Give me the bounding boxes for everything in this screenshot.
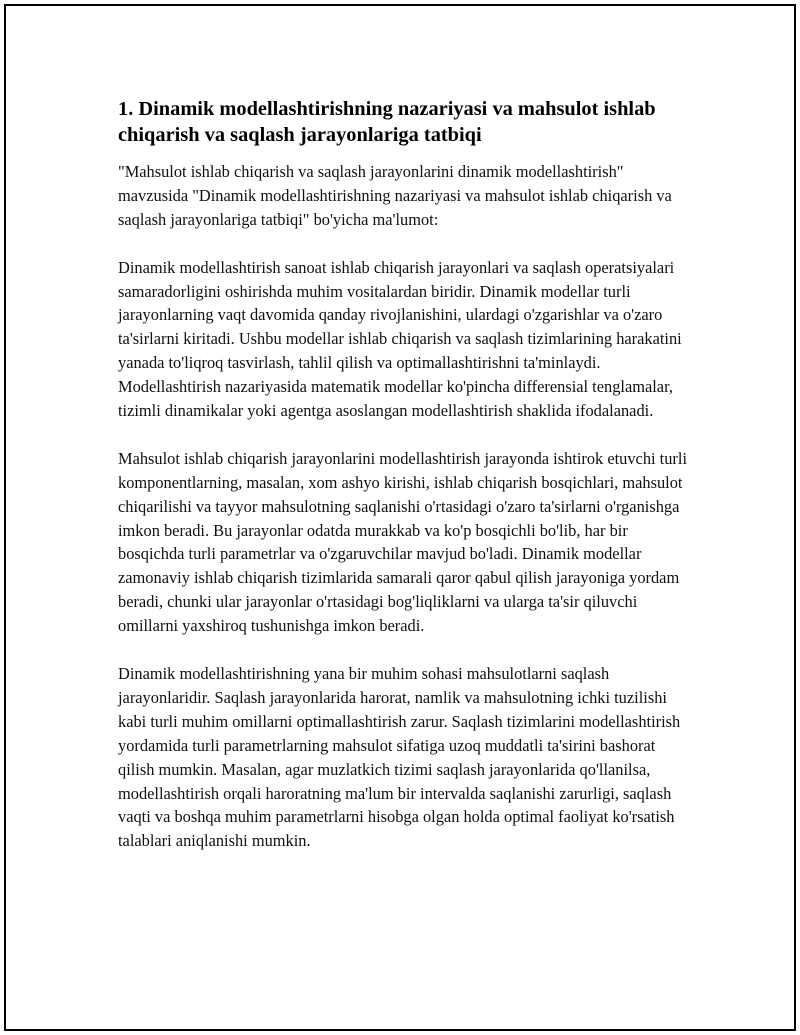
document-body [118,96,690,877]
paragraph-storage-modeling: Dinamik modellashtirishning yana bir muhim sohasi mahsulotlarni saqlash jarayonlaridir. Saqlash jarayonlarida harorat, namlik va mahsulotning ichki tuzilishi kabi turli muhim omillarni optimallashtirish zarur. Saqlash tizimlarini modellashtirish yordamida turli parametrlarning mahsulot sifatiga uzoq muddatli ta'sirini bashorat qilish mumkin. Masalan, agar muzlatkich tizimi saqlash jarayonlarida qo'llanilsa, modellashtirish orqali haroratning ma'lum bir intervalda saqlanishi zarurligi, saqlash vaqti va boshqa muhim parametrlarni hisobga olgan holda optimal faoliyat ko'rsatish talablari aniqlanishi mumkin. [118,663,681,851]
paragraph-production-modeling: Mahsulot ishlab chiqarish jarayonlarini modellashtirish jarayonda ishtirok etuvchi turli komponentlarning, masalan, xom ashyo kirishi, ishlab chiqarish bosqichlari, mahsulot chiqarilishi va tayyor mahsulotning saqlanishi o'rtasidagi o'zaro ta'sirlarni o'rganishga imkon beradi. Bu jarayonlar odatda murakkab va ko'p bosqichli bo'lib, har bir bosqichda turli parametrlar va o'zgaruvchilar mavjud bo'ladi. Dinamik modellar zamonaviy ishlab chiqarish tizimlarida samarali qaror qabul qilish jarayoniga yordam beradi, chunki ular jarayonlar o'rtasidagi bog'liqliklarni va ularga ta'sir qiluvchi omillarni yaxshiroq tushunishga imkon beradi. [118,448,687,636]
paragraph-intro: "Mahsulot ishlab chiqarish va saqlash jarayonlarini dinamik modellashtirish" mavzusida "Dinamik modellashtirishning nazariyasi va mahsulot ishlab chiqarish va saqlash jarayonlariga tatbiqi" bo'yicha ma'lumot: [118,162,672,229]
document-title: 1. Dinamik modellashtirishning nazariyasi va mahsulot ishlab chiqarish va saqlash jarayonlariga tatbiqi [118,98,656,146]
paragraph-dynamic-modeling: Dinamik modellashtirish sanoat ishlab chiqarish jarayonlari va saqlash operatsiyalari samaradorligini oshirishda muhim vositalardan biridir. Dinamik modellar turli jarayonlarning vaqt davomida qanday rivojlanishini, ulardagi o'zgarishlar va o'zaro ta'sirlarni kiritadi. Ushbu modellar ishlab chiqarish va saqlash tizimlarining harakatini yanada to'liqroq tasvirlash, tahlil qilish va optimallashtirishni ta'minlaydi. Modellashtirish nazariyasida matematik modellar ko'pincha differensial tenglamalar, tizimli dinamikalar yoki agentga asoslangan modellashtirish shaklida ifodalanadi. [118,257,682,421]
